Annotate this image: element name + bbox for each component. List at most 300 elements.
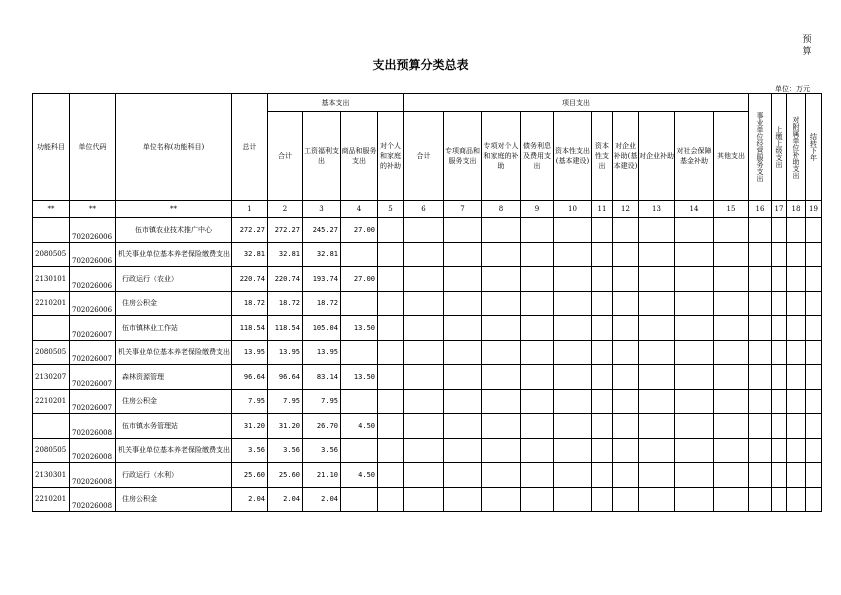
basic-total-cell: 2.04 <box>268 487 303 512</box>
goods-cell <box>341 389 378 414</box>
empty-cell <box>592 267 613 292</box>
empty-cell <box>554 365 592 390</box>
header-proj-total: 合计 <box>404 112 444 201</box>
func-subject-cell: 2210201 <box>33 487 70 512</box>
empty-cell <box>787 487 806 512</box>
empty-cell <box>404 389 444 414</box>
empty-cell <box>554 242 592 267</box>
empty-cell <box>639 291 675 316</box>
wage-cell: 26.70 <box>303 414 341 439</box>
index-cell: 3 <box>303 201 341 218</box>
total-cell: 31.20 <box>232 414 268 439</box>
empty-cell <box>749 340 772 365</box>
empty-cell <box>378 267 404 292</box>
empty-cell <box>482 340 521 365</box>
header-debt: 债务利息及费用支出 <box>521 112 554 201</box>
empty-cell <box>482 267 521 292</box>
empty-cell <box>592 242 613 267</box>
empty-cell <box>675 463 714 488</box>
empty-cell <box>714 218 749 243</box>
table-row <box>33 463 822 488</box>
table-row <box>33 414 822 439</box>
unit-code-cell: 702026006 <box>70 267 116 292</box>
empty-cell <box>554 267 592 292</box>
basic-total-cell: 118.54 <box>268 316 303 341</box>
wage-cell: 18.72 <box>303 291 341 316</box>
empty-cell <box>613 414 639 439</box>
empty-cell <box>482 463 521 488</box>
total-cell: 32.81 <box>232 242 268 267</box>
empty-cell <box>613 463 639 488</box>
basic-total-cell: 220.74 <box>268 267 303 292</box>
empty-cell <box>675 316 714 341</box>
index-cell: 13 <box>639 201 675 218</box>
total-cell: 25.60 <box>232 463 268 488</box>
empty-cell <box>675 242 714 267</box>
empty-cell <box>787 365 806 390</box>
index-cell: 4 <box>341 201 378 218</box>
unit-code-cell: 702026007 <box>70 365 116 390</box>
index-cell: 9 <box>521 201 554 218</box>
empty-cell <box>749 242 772 267</box>
total-cell: 96.64 <box>232 365 268 390</box>
empty-cell <box>806 389 822 414</box>
empty-cell <box>675 218 714 243</box>
empty-cell <box>772 463 787 488</box>
empty-cell <box>378 316 404 341</box>
header-func-subject: 功能科目 <box>33 94 70 201</box>
empty-cell <box>787 291 806 316</box>
table-row <box>33 267 822 292</box>
empty-cell <box>404 218 444 243</box>
index-cell: 1 <box>232 201 268 218</box>
empty-cell <box>675 340 714 365</box>
empty-cell <box>772 242 787 267</box>
func-subject-cell <box>33 316 70 341</box>
header-basic: 基本支出 <box>268 94 404 112</box>
empty-cell <box>787 463 806 488</box>
empty-cell <box>444 463 482 488</box>
unit-name-cell: 住房公积金 <box>116 291 232 316</box>
table-row <box>33 218 822 243</box>
page-title: 支出预算分类总表 <box>372 58 469 72</box>
empty-cell <box>787 340 806 365</box>
empty-cell <box>554 389 592 414</box>
header-proj-personal: 专项对个人和家庭的补助 <box>482 112 521 201</box>
table-row <box>33 291 822 316</box>
header-capital: 资本性支出 <box>592 112 613 201</box>
empty-cell <box>714 487 749 512</box>
total-cell: 2.04 <box>232 487 268 512</box>
empty-cell <box>482 365 521 390</box>
budget-table <box>32 93 822 512</box>
empty-cell <box>444 267 482 292</box>
empty-cell <box>772 291 787 316</box>
empty-cell <box>554 291 592 316</box>
empty-cell <box>444 242 482 267</box>
empty-cell <box>554 316 592 341</box>
empty-cell <box>613 365 639 390</box>
empty-cell <box>482 438 521 463</box>
total-cell: 118.54 <box>232 316 268 341</box>
empty-cell <box>749 218 772 243</box>
empty-cell <box>714 267 749 292</box>
basic-total-cell: 31.20 <box>268 414 303 439</box>
empty-cell <box>675 487 714 512</box>
empty-cell <box>554 487 592 512</box>
empty-cell <box>521 267 554 292</box>
index-cell: 7 <box>444 201 482 218</box>
empty-cell <box>404 291 444 316</box>
goods-cell: 4.50 <box>341 414 378 439</box>
empty-cell <box>613 267 639 292</box>
empty-cell <box>444 340 482 365</box>
empty-cell <box>482 414 521 439</box>
empty-cell <box>521 340 554 365</box>
empty-cell <box>787 242 806 267</box>
index-cell: ** <box>116 201 232 218</box>
unit-name-cell: 机关事业单位基本养老保险缴费支出 <box>116 438 232 463</box>
empty-cell <box>675 414 714 439</box>
empty-cell <box>749 438 772 463</box>
empty-cell <box>592 438 613 463</box>
empty-cell <box>749 463 772 488</box>
empty-cell <box>639 316 675 341</box>
total-cell: 272.27 <box>232 218 268 243</box>
empty-cell <box>806 316 822 341</box>
empty-cell <box>444 438 482 463</box>
header-enterprise: 对企业补助 <box>639 112 675 201</box>
empty-cell <box>592 389 613 414</box>
index-cell: ** <box>33 201 70 218</box>
empty-cell <box>444 414 482 439</box>
func-subject-cell: 2210201 <box>33 291 70 316</box>
table-row <box>33 389 822 414</box>
empty-cell <box>482 218 521 243</box>
unit-code-cell: 702026008 <box>70 414 116 439</box>
unit-name-cell: 森林资源管理 <box>116 365 232 390</box>
header-capital-build: 资本性支出(基本建设) <box>554 112 592 201</box>
empty-cell <box>714 438 749 463</box>
empty-cell <box>404 438 444 463</box>
empty-cell <box>613 291 639 316</box>
empty-cell <box>444 487 482 512</box>
empty-cell <box>521 438 554 463</box>
wage-cell: 2.04 <box>303 487 341 512</box>
empty-cell <box>787 218 806 243</box>
empty-cell <box>675 389 714 414</box>
header-proj-goods: 专项商品和服务支出 <box>444 112 482 201</box>
empty-cell <box>404 340 444 365</box>
empty-cell <box>444 365 482 390</box>
empty-cell <box>787 267 806 292</box>
empty-cell <box>521 242 554 267</box>
empty-cell <box>806 218 822 243</box>
wage-cell: 3.56 <box>303 438 341 463</box>
empty-cell <box>404 316 444 341</box>
goods-cell: 13.50 <box>341 316 378 341</box>
empty-cell <box>772 316 787 341</box>
header-goods: 商品和服务支出 <box>341 112 378 201</box>
unit-code-cell: 702026008 <box>70 463 116 488</box>
func-subject-cell <box>33 414 70 439</box>
empty-cell <box>749 487 772 512</box>
total-cell: 18.72 <box>232 291 268 316</box>
total-cell: 13.95 <box>232 340 268 365</box>
empty-cell <box>714 242 749 267</box>
table-row <box>33 365 822 390</box>
empty-cell <box>521 463 554 488</box>
empty-cell <box>787 438 806 463</box>
unit-name-cell: 行政运行（水利） <box>116 463 232 488</box>
empty-cell <box>772 267 787 292</box>
empty-cell <box>675 267 714 292</box>
empty-cell <box>613 487 639 512</box>
empty-cell <box>806 463 822 488</box>
empty-cell <box>378 340 404 365</box>
empty-cell <box>404 414 444 439</box>
empty-cell <box>521 291 554 316</box>
empty-cell <box>521 218 554 243</box>
empty-cell <box>592 414 613 439</box>
wage-cell: 193.74 <box>303 267 341 292</box>
empty-cell <box>482 291 521 316</box>
empty-cell <box>378 291 404 316</box>
index-cell: 18 <box>787 201 806 218</box>
unit-code-cell: 702026008 <box>70 487 116 512</box>
index-cell: 15 <box>714 201 749 218</box>
empty-cell <box>806 291 822 316</box>
wage-cell: 245.27 <box>303 218 341 243</box>
basic-total-cell: 272.27 <box>268 218 303 243</box>
empty-cell <box>444 389 482 414</box>
func-subject-cell: 2080505 <box>33 242 70 267</box>
total-cell: 220.74 <box>232 267 268 292</box>
unit-code-cell: 702026006 <box>70 291 116 316</box>
empty-cell <box>749 291 772 316</box>
index-cell: 19 <box>806 201 822 218</box>
unit-name-cell: 伍市镇水务管理站 <box>116 414 232 439</box>
empty-cell <box>639 242 675 267</box>
wage-cell: 83.14 <box>303 365 341 390</box>
empty-cell <box>806 438 822 463</box>
index-cell: ** <box>70 201 116 218</box>
func-subject-cell: 2080505 <box>33 438 70 463</box>
empty-cell <box>749 389 772 414</box>
index-cell: 2 <box>268 201 303 218</box>
empty-cell <box>554 463 592 488</box>
wage-cell: 21.10 <box>303 463 341 488</box>
empty-cell <box>806 267 822 292</box>
empty-cell <box>521 389 554 414</box>
empty-cell <box>404 267 444 292</box>
wage-cell: 13.95 <box>303 340 341 365</box>
empty-cell <box>772 340 787 365</box>
empty-cell <box>749 365 772 390</box>
empty-cell <box>613 389 639 414</box>
total-cell: 3.56 <box>232 438 268 463</box>
wage-cell: 32.81 <box>303 242 341 267</box>
index-cell: 16 <box>749 201 772 218</box>
header-unit-code: 单位代码 <box>70 94 116 201</box>
empty-cell <box>613 438 639 463</box>
table-row <box>33 340 822 365</box>
header-basic-total: 合计 <box>268 112 303 201</box>
empty-cell <box>806 414 822 439</box>
empty-cell <box>554 340 592 365</box>
empty-cell <box>613 218 639 243</box>
basic-total-cell: 25.60 <box>268 463 303 488</box>
empty-cell <box>404 463 444 488</box>
goods-cell: 27.00 <box>341 218 378 243</box>
unit-code-cell: 702026007 <box>70 316 116 341</box>
unit-name-cell: 住房公积金 <box>116 487 232 512</box>
func-subject-cell: 2130207 <box>33 365 70 390</box>
index-cell: 5 <box>378 201 404 218</box>
empty-cell <box>772 365 787 390</box>
empty-cell <box>675 438 714 463</box>
table-row <box>33 438 822 463</box>
empty-cell <box>404 365 444 390</box>
empty-cell <box>444 218 482 243</box>
empty-cell <box>592 291 613 316</box>
basic-total-cell: 3.56 <box>268 438 303 463</box>
empty-cell <box>639 340 675 365</box>
empty-cell <box>714 389 749 414</box>
empty-cell <box>378 414 404 439</box>
unit-name-cell: 伍市镇农业技术推广中心 <box>116 218 232 243</box>
func-subject-cell: 2210201 <box>33 389 70 414</box>
basic-total-cell: 18.72 <box>268 291 303 316</box>
empty-cell <box>378 438 404 463</box>
empty-cell <box>554 438 592 463</box>
empty-cell <box>444 316 482 341</box>
basic-total-cell: 96.64 <box>268 365 303 390</box>
wage-cell: 7.95 <box>303 389 341 414</box>
basic-total-cell: 7.95 <box>268 389 303 414</box>
empty-cell <box>787 389 806 414</box>
empty-cell <box>639 365 675 390</box>
goods-cell <box>341 438 378 463</box>
empty-cell <box>639 487 675 512</box>
index-cell: 12 <box>613 201 639 218</box>
total-cell: 7.95 <box>232 389 268 414</box>
unit-name-cell: 机关事业单位基本养老保险缴费支出 <box>116 340 232 365</box>
empty-cell <box>772 487 787 512</box>
unit-code-cell: 702026006 <box>70 242 116 267</box>
empty-cell <box>772 414 787 439</box>
empty-cell <box>378 389 404 414</box>
unit-name-cell: 行政运行（农业） <box>116 267 232 292</box>
header-upper: 上缴上级支出 <box>772 94 787 201</box>
empty-cell <box>378 365 404 390</box>
unit-name-cell: 住房公积金 <box>116 389 232 414</box>
index-cell: 14 <box>675 201 714 218</box>
empty-cell <box>806 340 822 365</box>
empty-cell <box>639 389 675 414</box>
header-unit-name: 单位名称(功能科目) <box>116 94 232 201</box>
goods-cell: 27.00 <box>341 267 378 292</box>
goods-cell: 13.50 <box>341 365 378 390</box>
func-subject-cell: 2080505 <box>33 340 70 365</box>
index-row <box>33 201 822 218</box>
header-total: 总计 <box>232 94 268 201</box>
empty-cell <box>714 365 749 390</box>
empty-cell <box>554 414 592 439</box>
empty-cell <box>613 340 639 365</box>
empty-cell <box>675 291 714 316</box>
unit-name-cell: 机关事业单位基本养老保险缴费支出 <box>116 242 232 267</box>
empty-cell <box>378 242 404 267</box>
empty-cell <box>787 414 806 439</box>
empty-cell <box>404 242 444 267</box>
func-subject-cell: 2130301 <box>33 463 70 488</box>
empty-cell <box>521 487 554 512</box>
header-project: 项目支出 <box>404 94 749 112</box>
goods-cell: 4.50 <box>341 463 378 488</box>
header-personal: 对个人和家庭的补助 <box>378 112 404 201</box>
empty-cell <box>806 487 822 512</box>
empty-cell <box>482 242 521 267</box>
unit-name-cell: 伍市镇林业工作站 <box>116 316 232 341</box>
basic-total-cell: 32.81 <box>268 242 303 267</box>
header-wage: 工资福利支出 <box>303 112 341 201</box>
index-cell: 6 <box>404 201 444 218</box>
basic-total-cell: 13.95 <box>268 340 303 365</box>
index-cell: 8 <box>482 201 521 218</box>
goods-cell <box>341 340 378 365</box>
table-row <box>33 242 822 267</box>
func-subject-cell: 2130101 <box>33 267 70 292</box>
empty-cell <box>787 316 806 341</box>
header-subsidiary: 对附属单位补助支出 <box>787 94 806 201</box>
unit-code-cell: 702026007 <box>70 340 116 365</box>
header-other: 其他支出 <box>714 112 749 201</box>
empty-cell <box>749 267 772 292</box>
empty-cell <box>592 340 613 365</box>
empty-cell <box>714 291 749 316</box>
empty-cell <box>482 389 521 414</box>
empty-cell <box>444 291 482 316</box>
empty-cell <box>613 242 639 267</box>
empty-cell <box>639 414 675 439</box>
empty-cell <box>806 242 822 267</box>
empty-cell <box>482 316 521 341</box>
unit-code-cell: 702026008 <box>70 438 116 463</box>
empty-cell <box>378 218 404 243</box>
empty-cell <box>378 463 404 488</box>
empty-cell <box>592 487 613 512</box>
empty-cell <box>404 487 444 512</box>
empty-cell <box>592 316 613 341</box>
empty-cell <box>592 463 613 488</box>
empty-cell <box>639 267 675 292</box>
empty-cell <box>378 487 404 512</box>
empty-cell <box>714 340 749 365</box>
unit-code-cell: 702026006 <box>70 218 116 243</box>
empty-cell <box>772 438 787 463</box>
header-enterprise-build: 对企业补助(基本建设) <box>613 112 639 201</box>
empty-cell <box>714 414 749 439</box>
empty-cell <box>749 316 772 341</box>
empty-cell <box>772 218 787 243</box>
empty-cell <box>592 218 613 243</box>
empty-cell <box>521 365 554 390</box>
index-cell: 11 <box>592 201 613 218</box>
table-row <box>33 487 822 512</box>
header-biz-ops: 事业单位经营服务支出 <box>749 94 772 201</box>
empty-cell <box>714 316 749 341</box>
